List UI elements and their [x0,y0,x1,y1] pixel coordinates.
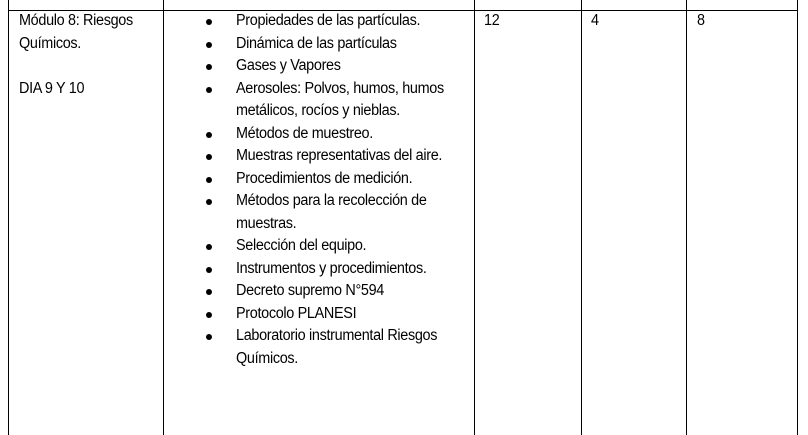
list-item: Protocolo PLANESI [206,303,468,326]
list-item: Laboratorio instrumental Riesgos Químicos. [206,325,468,370]
module-title-line2: Químicos. [19,34,81,52]
table-border-col1 [163,0,164,435]
bullet-icon [206,334,212,340]
bullet-icon [206,42,212,48]
list-item: Gases y Vapores [206,55,468,78]
module-title-line1: Módulo 8: Riesgos [19,12,133,29]
bullet-icon [206,289,212,295]
list-item: Métodos para la recolección de muestras. [206,190,468,235]
bullet-icon [206,244,212,250]
list-item: Instrumentos y procedimientos. [206,258,468,281]
bullet-icon [206,132,212,138]
list-item: Propiedades de las partículas. [206,10,468,33]
table-border-left [8,0,9,435]
list-item: Decreto supremo N°594 [206,280,468,303]
module-days: DIA 9 Y 10 [19,79,85,97]
list-item: Aerosoles: Polvos, humos, humos metálicos, rocíos y nieblas. [206,78,468,123]
hours-cell-1: 12 [484,12,500,29]
list-item: Dinámica de las partículas [206,33,468,56]
hours-cell-3: 8 [697,12,705,29]
table-border-right [797,0,798,435]
bullet-icon [206,267,212,273]
hours-cell-2: 4 [591,12,599,29]
table-border-col2 [474,0,475,435]
list-item: Selección del equipo. [206,235,468,258]
bullet-icon [206,64,212,70]
list-item: Métodos de muestreo. [206,123,468,146]
module-cell [19,10,133,100]
bullet-icon [206,154,212,160]
list-item: Muestras representativas del aire. [206,145,468,168]
bullet-icon [206,199,212,205]
list-item: Procedimientos de medición. [206,168,468,191]
topics-list [206,10,468,370]
bullet-icon [206,19,212,25]
bullet-icon [206,87,212,93]
table-border-col4 [686,0,687,435]
bullet-icon [206,177,212,183]
table-border-col3 [581,0,582,435]
bullet-icon [206,312,212,318]
